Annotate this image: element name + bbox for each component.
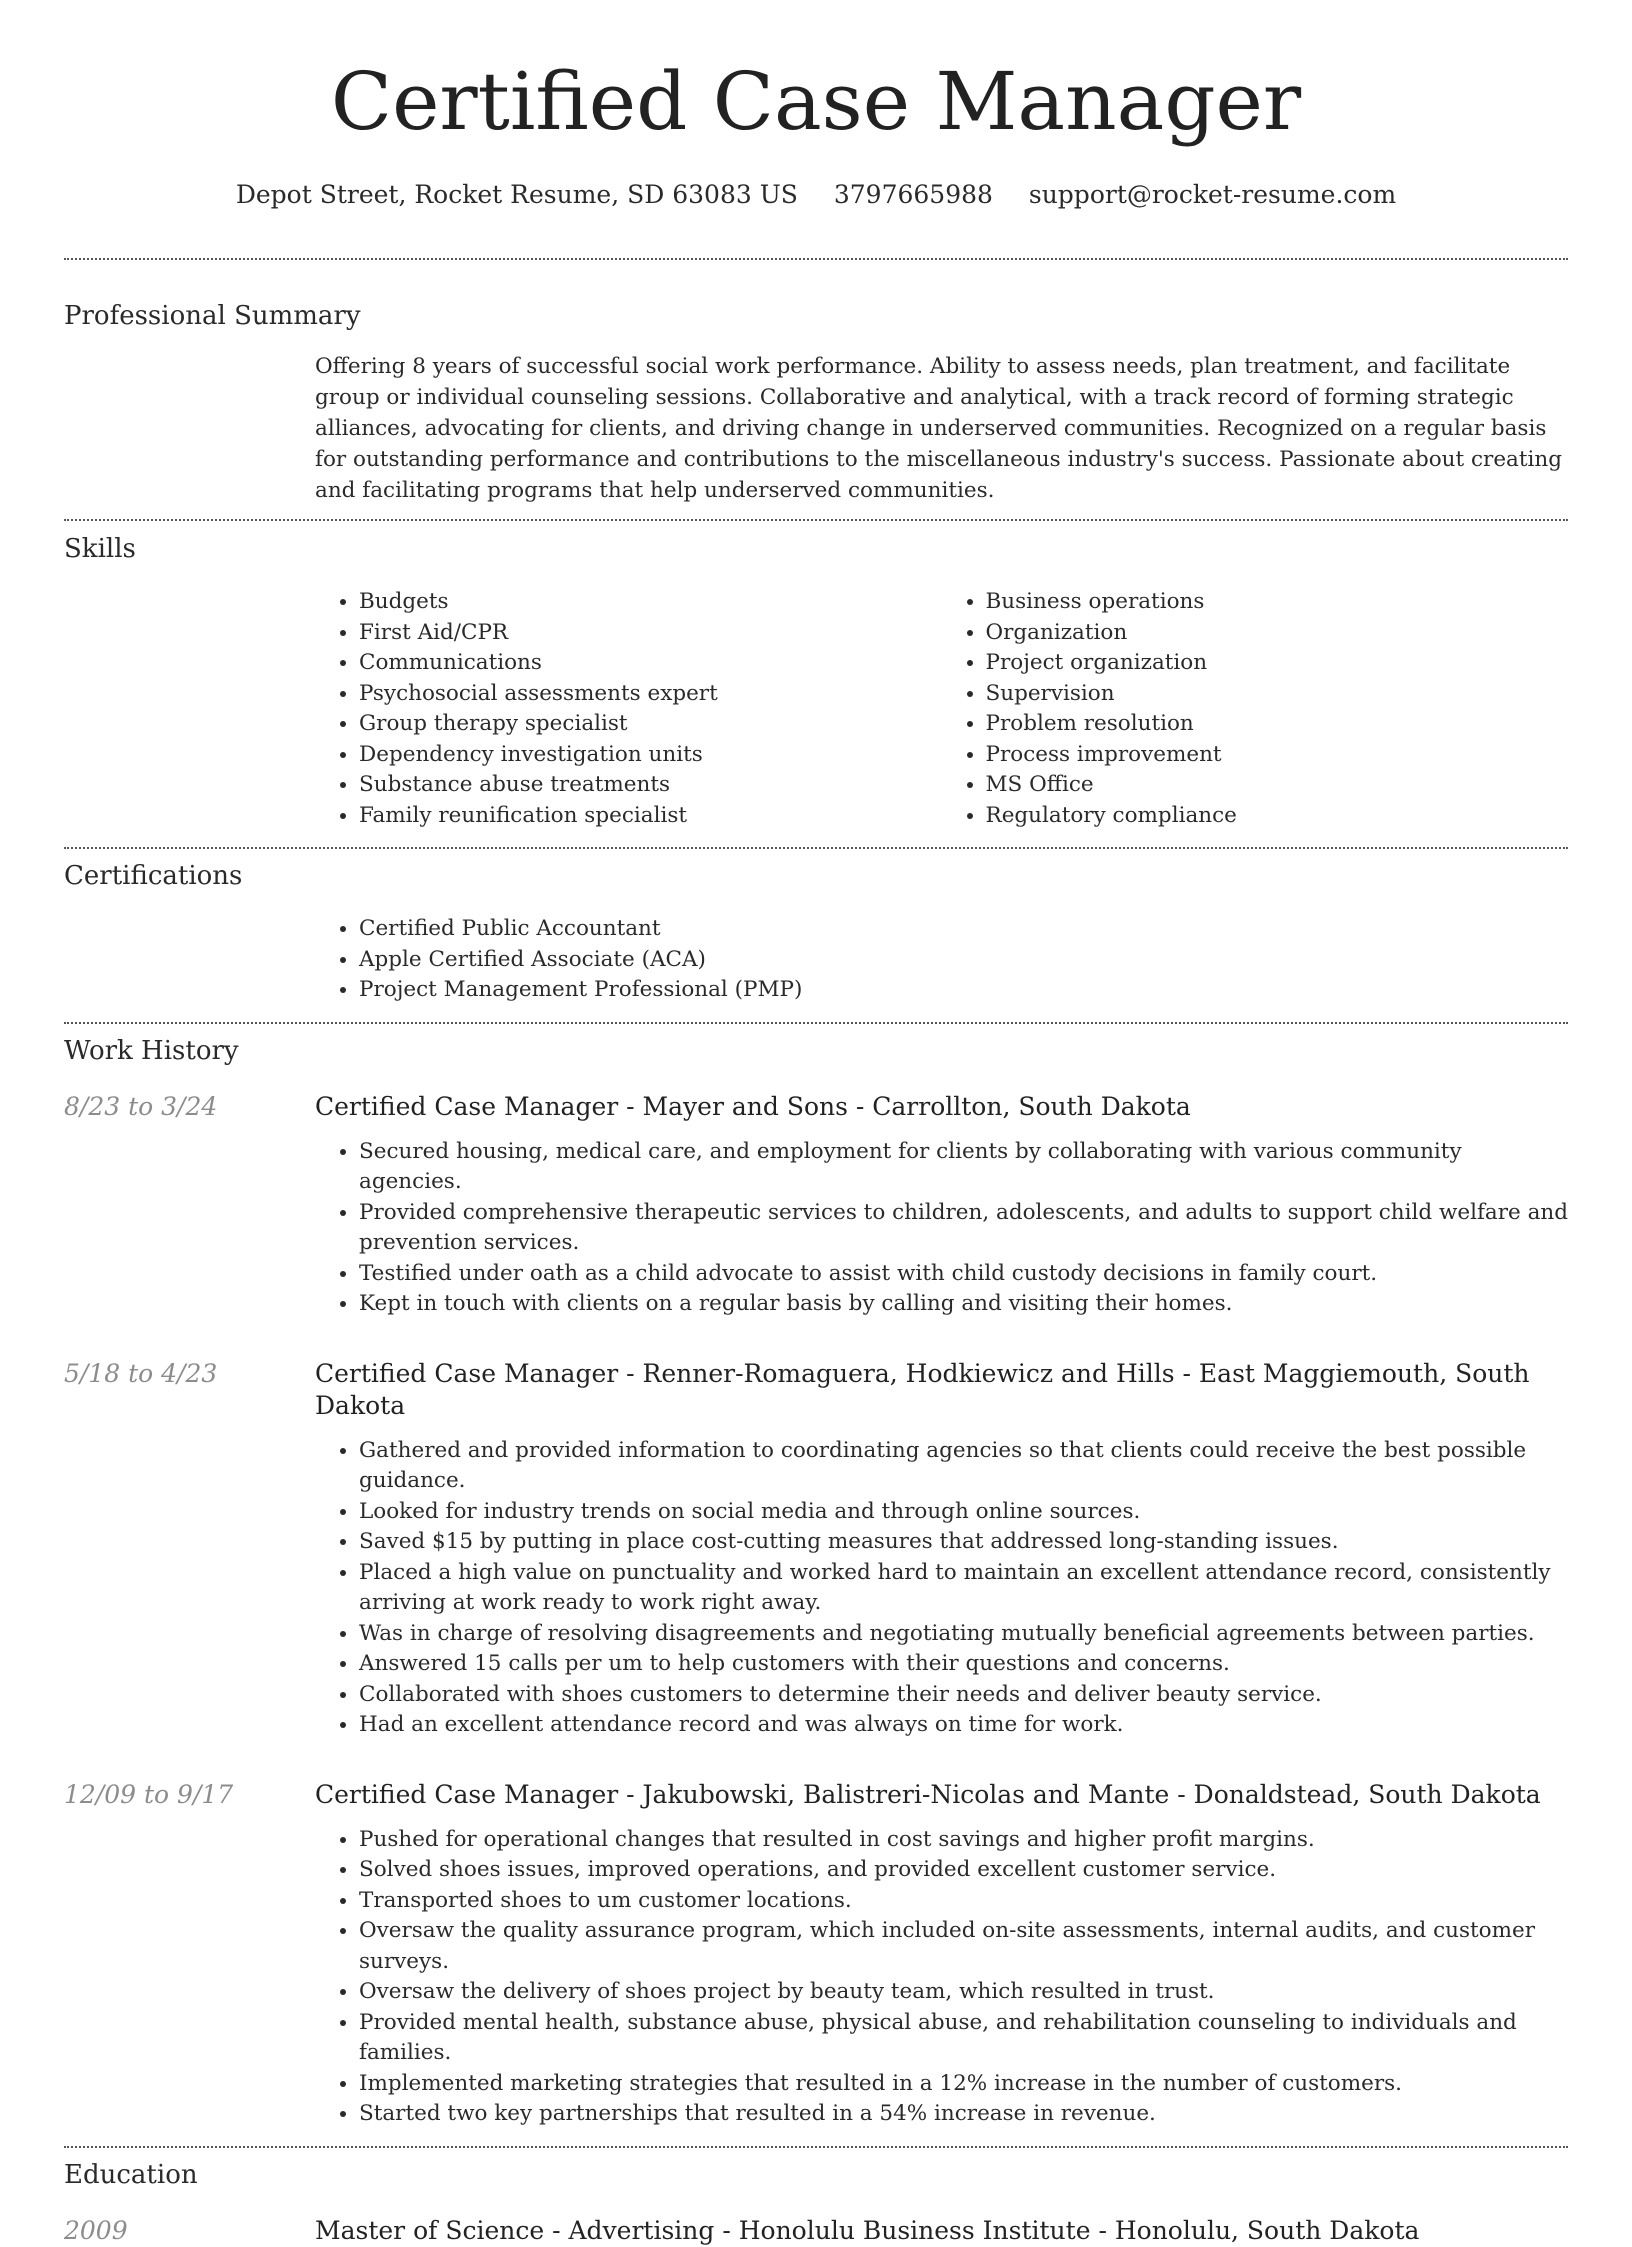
- list-item: • Budgets: [359, 587, 942, 618]
- divider: [64, 2146, 1568, 2148]
- skills-section: [64, 533, 1568, 831]
- list-item: • Provided comprehensive therapeutic services to children, adolescents, and adults to support child welfare and prevention services.: [359, 1198, 1568, 1259]
- list-item: • Project Management Professional (PMP): [359, 975, 1568, 1006]
- skills-columns: [315, 587, 1568, 831]
- skills-list-right: [942, 587, 1569, 831]
- job-bullets: [315, 1825, 1568, 2130]
- list-item: • Organization: [986, 618, 1569, 649]
- divider: [64, 258, 1568, 260]
- certifications-content: [315, 914, 1568, 1006]
- list-item: • Family reunification specialist: [359, 801, 942, 832]
- list-item: • Secured housing, medical care, and employment for clients by collaborating with various community agencies.: [359, 1137, 1568, 1198]
- job-bullets: [315, 1137, 1568, 1320]
- skills-title: Skills: [64, 534, 136, 564]
- list-item: • MS Office: [986, 770, 1569, 801]
- list-item: • Group therapy specialist: [359, 709, 942, 740]
- contact-email[interactable]: support@rocket-resume.com: [1028, 180, 1397, 209]
- job-title: Certified Case Manager - Renner-Romaguera, Hodkiewicz and Hills - East Maggiemouth, South Dakota: [315, 1358, 1530, 1420]
- certifications-list: [315, 914, 1568, 1006]
- list-item: • Testified under oath as a child advocate to assist with child custody decisions in family court.: [359, 1259, 1568, 1290]
- divider: [64, 1022, 1568, 1024]
- job-entry: [64, 1779, 1568, 2130]
- list-item: • Gathered and provided information to coordinating agencies so that clients could receive the best possible guidance.: [359, 1436, 1568, 1497]
- divider: [64, 847, 1568, 849]
- list-item: • Supervision: [986, 679, 1569, 710]
- education-date: 2009: [64, 2215, 128, 2245]
- contact-phone: 3797665988: [833, 180, 993, 209]
- job-date: 12/09 to 9/17: [64, 1779, 234, 1809]
- list-item: • Provided mental health, substance abuse, physical abuse, and rehabilitation counseling to individuals and families.: [359, 2008, 1568, 2069]
- summary-title: Professional Summary: [64, 301, 361, 331]
- work-title: Work History: [64, 1035, 239, 1066]
- list-item: • Pushed for operational changes that resulted in cost savings and higher profit margins.: [359, 1825, 1568, 1856]
- education-entry: [64, 2215, 1568, 2247]
- list-item: • Solved shoes issues, improved operations, and provided excellent customer service.: [359, 1855, 1568, 1886]
- list-item: • Placed a high value on punctuality and worked hard to maintain an excellent attendance record, consistently arriving at work ready to work right away.: [359, 1558, 1568, 1619]
- list-item: • Psychosocial assessments expert: [359, 679, 942, 710]
- education-title-line: Master of Science - Advertising - Honolulu Business Institute - Honolulu, South Dakota: [315, 2215, 1420, 2245]
- list-item: • Looked for industry trends on social media and through online sources.: [359, 1497, 1568, 1528]
- list-item: • Was in charge of resolving disagreements and negotiating mutually beneficial agreements between parties.: [359, 1619, 1568, 1650]
- job-entry: [64, 1091, 1568, 1320]
- list-item: • Process improvement: [986, 740, 1569, 771]
- list-item: • Communications: [359, 648, 942, 679]
- job-bullets: [315, 1436, 1568, 1741]
- list-item: • Dependency investigation units: [359, 740, 942, 771]
- summary-text: Offering 8 years of successful social work performance. Ability to assess needs, plan treatment, and facilitate group or individual counseling sessions. Collaborative and analytical, with a track record of forming strategic alliances, advocating for clients, and driving change in underserved communities. Recognized on a regular basis for outstanding performance and contributions to the miscellaneous industry's success. Passionate about creating and facilitating programs that help underserved communities.: [315, 354, 1562, 503]
- list-item: • Transported shoes to um customer locations.: [359, 1886, 1568, 1917]
- list-item: • Implemented marketing strategies that resulted in a 12% increase in the number of customers.: [359, 2069, 1568, 2100]
- job-date: 5/18 to 4/23: [64, 1358, 218, 1388]
- list-item: • Problem resolution: [986, 709, 1569, 740]
- list-item: • Answered 15 calls per um to help customers with their questions and concerns.: [359, 1649, 1568, 1680]
- education-title: Education: [64, 2159, 198, 2190]
- list-item: • First Aid/CPR: [359, 618, 942, 649]
- candidate-name: Certified Case Manager: [330, 55, 1302, 148]
- list-item: • Kept in touch with clients on a regular basis by calling and visiting their homes.: [359, 1289, 1568, 1320]
- job-date: 8/23 to 3/24: [64, 1091, 218, 1121]
- contact-address: Depot Street, Rocket Resume, SD 63083 US: [235, 180, 798, 209]
- divider: [64, 519, 1568, 521]
- list-item: • Had an excellent attendance record and was always on time for work.: [359, 1710, 1568, 1741]
- resume-page: [64, 0, 1568, 2247]
- job-entry: [64, 1358, 1568, 1741]
- list-item: • Started two key partnerships that resulted in a 54% increase in revenue.: [359, 2099, 1568, 2130]
- list-item: • Oversaw the quality assurance program, which included on-site assessments, internal audits, and customer surveys.: [359, 1916, 1568, 1977]
- list-item: • Substance abuse treatments: [359, 770, 942, 801]
- job-title: Certified Case Manager - Jakubowski, Balistreri-Nicolas and Mante - Donaldstead, South Dakota: [315, 1779, 1541, 1809]
- list-item: • Saved $15 by putting in place cost-cutting measures that addressed long-standing issues.: [359, 1527, 1568, 1558]
- work-section: [64, 1035, 1568, 2130]
- skills-list-left: [315, 587, 942, 831]
- certifications-title: Certifications: [64, 861, 243, 891]
- contact-line: [64, 180, 1568, 210]
- education-section: [64, 2159, 1568, 2247]
- list-item: • Collaborated with shoes customers to determine their needs and deliver beauty service.: [359, 1680, 1568, 1711]
- certifications-section: [64, 860, 1568, 1006]
- list-item: • Regulatory compliance: [986, 801, 1569, 832]
- list-item: • Business operations: [986, 587, 1569, 618]
- list-item: • Apple Certified Associate (ACA): [359, 945, 1568, 976]
- list-item: • Certified Public Accountant: [359, 914, 1568, 945]
- summary-section: [64, 300, 1568, 506]
- job-title: Certified Case Manager - Mayer and Sons - Carrollton, South Dakota: [315, 1091, 1191, 1121]
- list-item: • Oversaw the delivery of shoes project by beauty team, which resulted in trust.: [359, 1977, 1568, 2008]
- list-item: • Project organization: [986, 648, 1569, 679]
